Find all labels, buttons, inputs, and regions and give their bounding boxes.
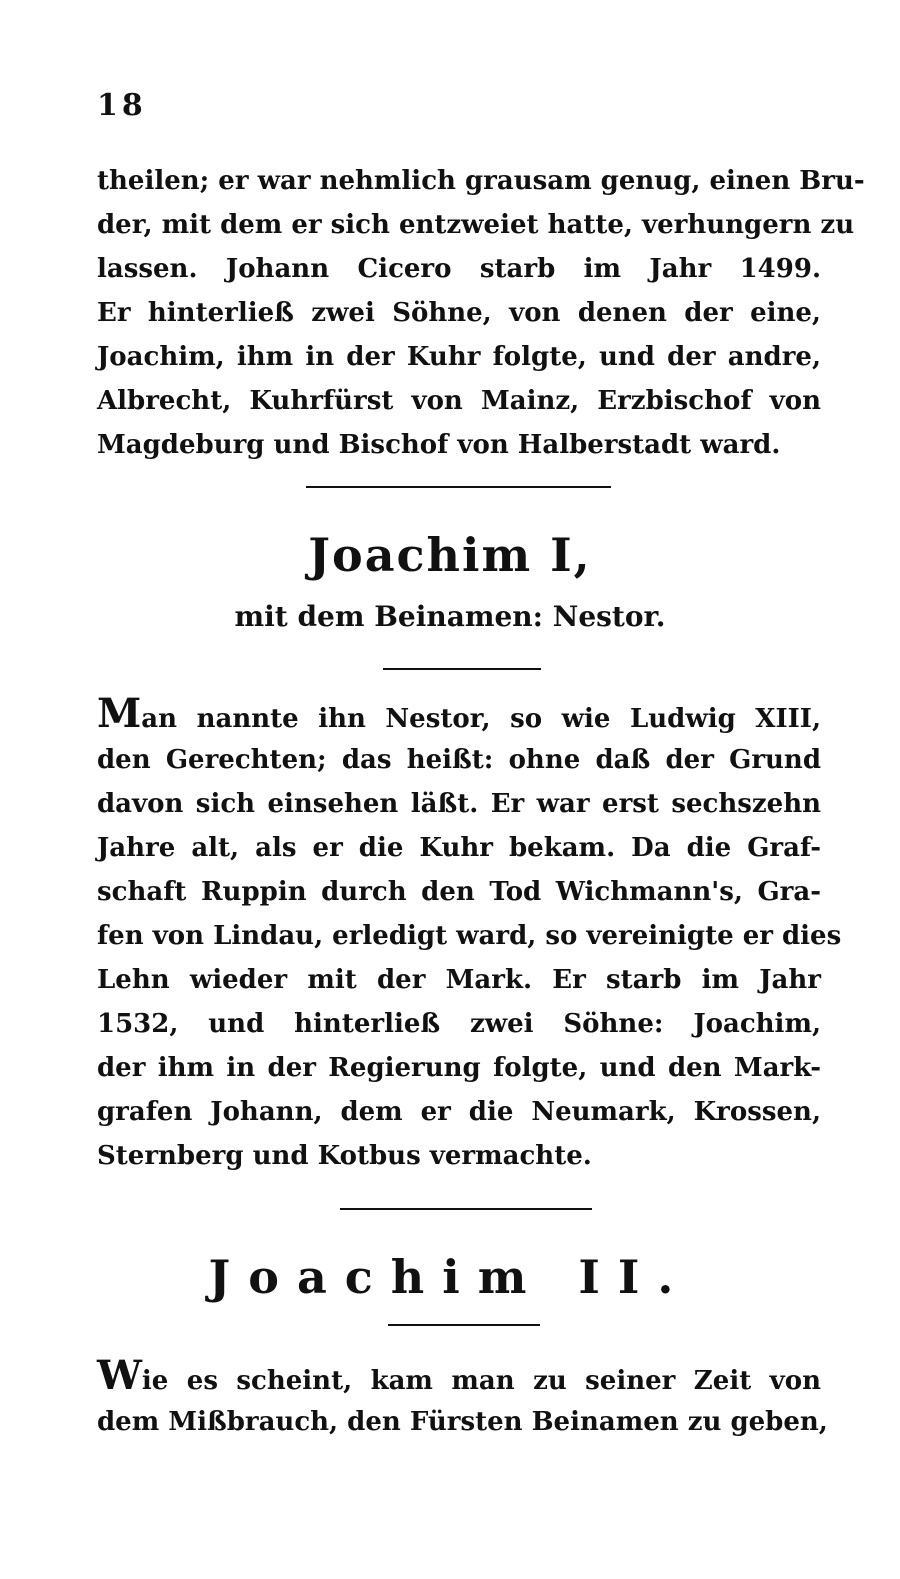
text-line xyxy=(97,1352,821,1400)
section2-paragraph xyxy=(97,1352,828,1444)
text-line: 1532, und hinterließ zwei Söhne: Joachim, xyxy=(97,1009,821,1039)
text-line: der, mit dem er sich entzweiet hatte, verhungern zu xyxy=(97,210,855,240)
section-divider xyxy=(306,486,611,488)
section1-paragraph xyxy=(97,690,842,1178)
text-line: grafen Johann, dem er die Neumark, Krossen, xyxy=(97,1097,821,1127)
text-line: Jahre alt, als er die Kuhr bekam. Da die Graf- xyxy=(97,833,821,863)
section-subtitle: mit dem Beinamen: Nestor. xyxy=(234,600,666,633)
section-title-joachim-ii: Joachim II. xyxy=(208,1250,692,1304)
text-line: lassen. Johann Cicero starb im Jahr 1499. xyxy=(97,254,821,284)
heading-rule xyxy=(383,668,541,670)
text-line-rest: an nannte ihn Nestor, so wie Ludwig XIII, xyxy=(141,704,821,734)
section-divider xyxy=(340,1208,592,1210)
intro-paragraph xyxy=(97,159,865,467)
text-line: fen von Lindau, erledigt ward, so vereinigte er dies xyxy=(97,921,842,951)
text-line: dem Mißbrauch, den Fürsten Beinamen zu geben, xyxy=(97,1407,828,1437)
text-line: schaft Ruppin durch den Tod Wichmann's, Gra- xyxy=(97,877,821,907)
text-line: davon sich einsehen läßt. Er war erst sechszehn xyxy=(97,789,821,819)
text-line: Sternberg und Kotbus vermachte. xyxy=(97,1141,592,1171)
text-line xyxy=(97,690,821,738)
text-line: Albrecht, Kuhrfürst von Mainz, Erzbischof von xyxy=(97,386,821,416)
text-line: der ihm in der Regierung folgte, und den Mark- xyxy=(97,1053,821,1083)
text-line: Lehn wieder mit der Mark. Er starb im Jahr xyxy=(97,965,821,995)
heading-rule xyxy=(388,1324,540,1326)
drop-cap: W xyxy=(97,1352,142,1399)
section-title-joachim-i: Joachim I, xyxy=(308,528,592,582)
text-line: den Gerechten; das heißt: ohne daß der Grund xyxy=(97,745,821,775)
text-line: theilen; er war nehmlich grausam genug, einen Bru- xyxy=(97,166,865,196)
text-line: Magdeburg und Bischof von Halberstadt ward. xyxy=(97,430,781,460)
text-line-rest: ie es scheint, kam man zu seiner Zeit von xyxy=(141,1366,821,1396)
drop-cap: M xyxy=(97,690,142,737)
text-line: Er hinterließ zwei Söhne, von denen der eine, xyxy=(97,298,821,328)
text-line: Joachim, ihm in der Kuhr folgte, und der andre, xyxy=(97,342,821,372)
page-number: 18 xyxy=(97,88,147,123)
